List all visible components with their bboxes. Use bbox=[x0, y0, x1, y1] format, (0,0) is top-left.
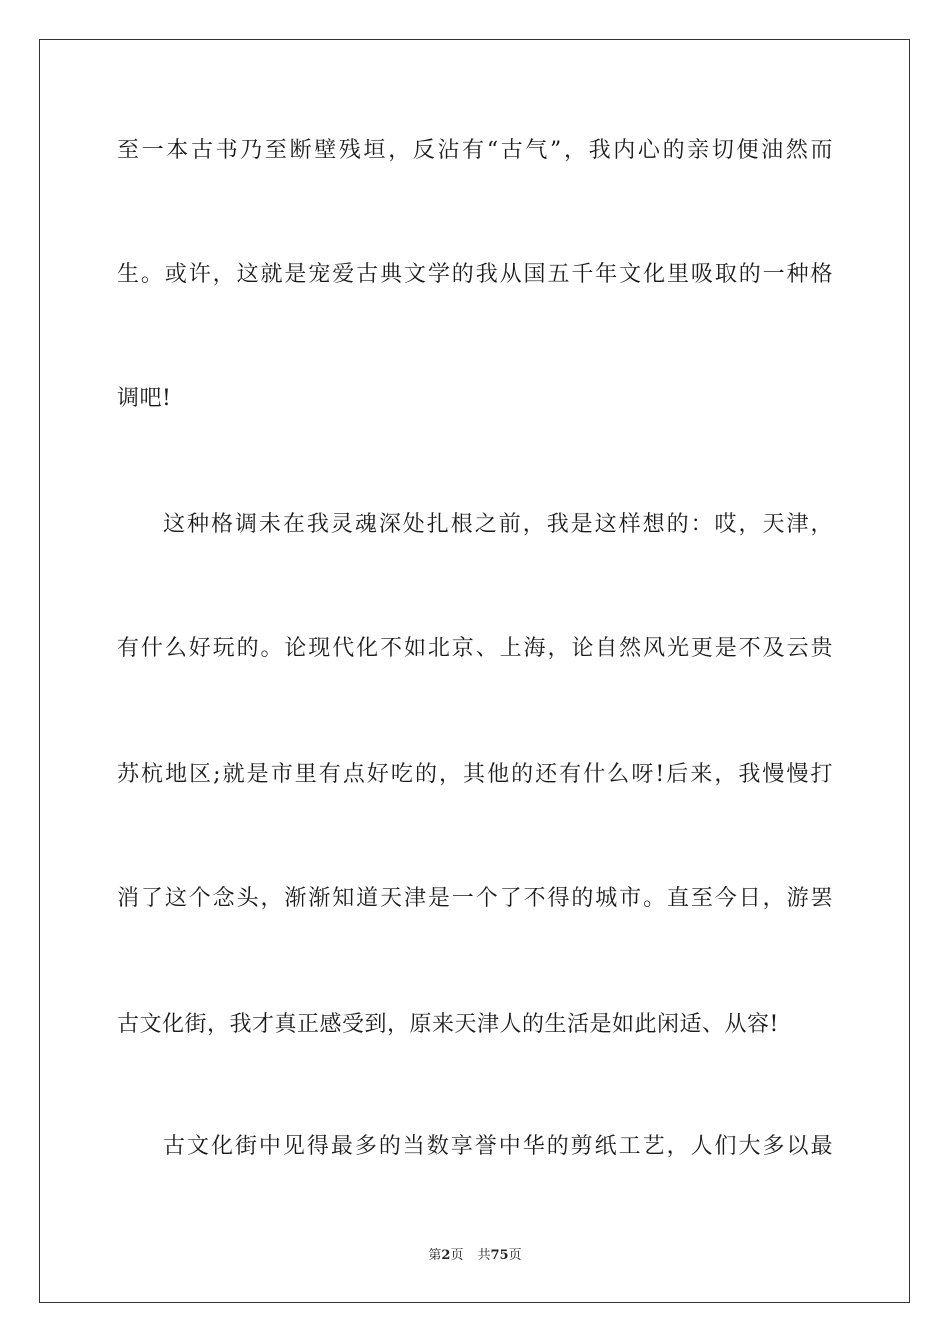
page-footer bbox=[0, 1247, 950, 1265]
text-line-1: 至一本古书乃至断壁残垣，反沾有“古气”，我内心的亲切便油然而 bbox=[117, 138, 833, 163]
text-line-6: 苏杭地区;就是市里有点好吃的，其他的还有什么呀!后来，我慢慢打 bbox=[117, 762, 833, 787]
page-border bbox=[39, 39, 910, 1303]
page-suffix: 页 bbox=[450, 1248, 464, 1263]
page-prefix: 第 bbox=[428, 1248, 442, 1263]
paragraph-3-line-1: 古文化街中见得最多的当数享誉中华的剪纸工艺，人们大多以最 bbox=[163, 1134, 833, 1159]
total-prefix: 共 bbox=[477, 1248, 491, 1263]
text-line-3: 调吧! bbox=[117, 386, 172, 411]
page-number: 2 bbox=[441, 1248, 451, 1263]
paragraph-2-line-1: 这种格调未在我灵魂深处扎根之前，我是这样想的：哎，天津， bbox=[163, 512, 833, 537]
total-suffix: 页 bbox=[508, 1248, 522, 1263]
text-line-7: 消了这个念头，渐渐知道天津是一个了不得的城市。直至今日，游罢 bbox=[117, 886, 833, 911]
text-line-5: 有什么好玩的。论现代化不如北京、上海，论自然风光更是不及云贵 bbox=[117, 636, 833, 661]
text-line-2: 生。或许，这就是宠爱古典文学的我从国五千年文化里吸取的一种格 bbox=[117, 262, 833, 287]
total-pages: 75 bbox=[490, 1248, 509, 1263]
text-line-8: 古文化街，我才真正感受到，原来天津人的生活是如此闲适、从容! bbox=[117, 1012, 779, 1037]
